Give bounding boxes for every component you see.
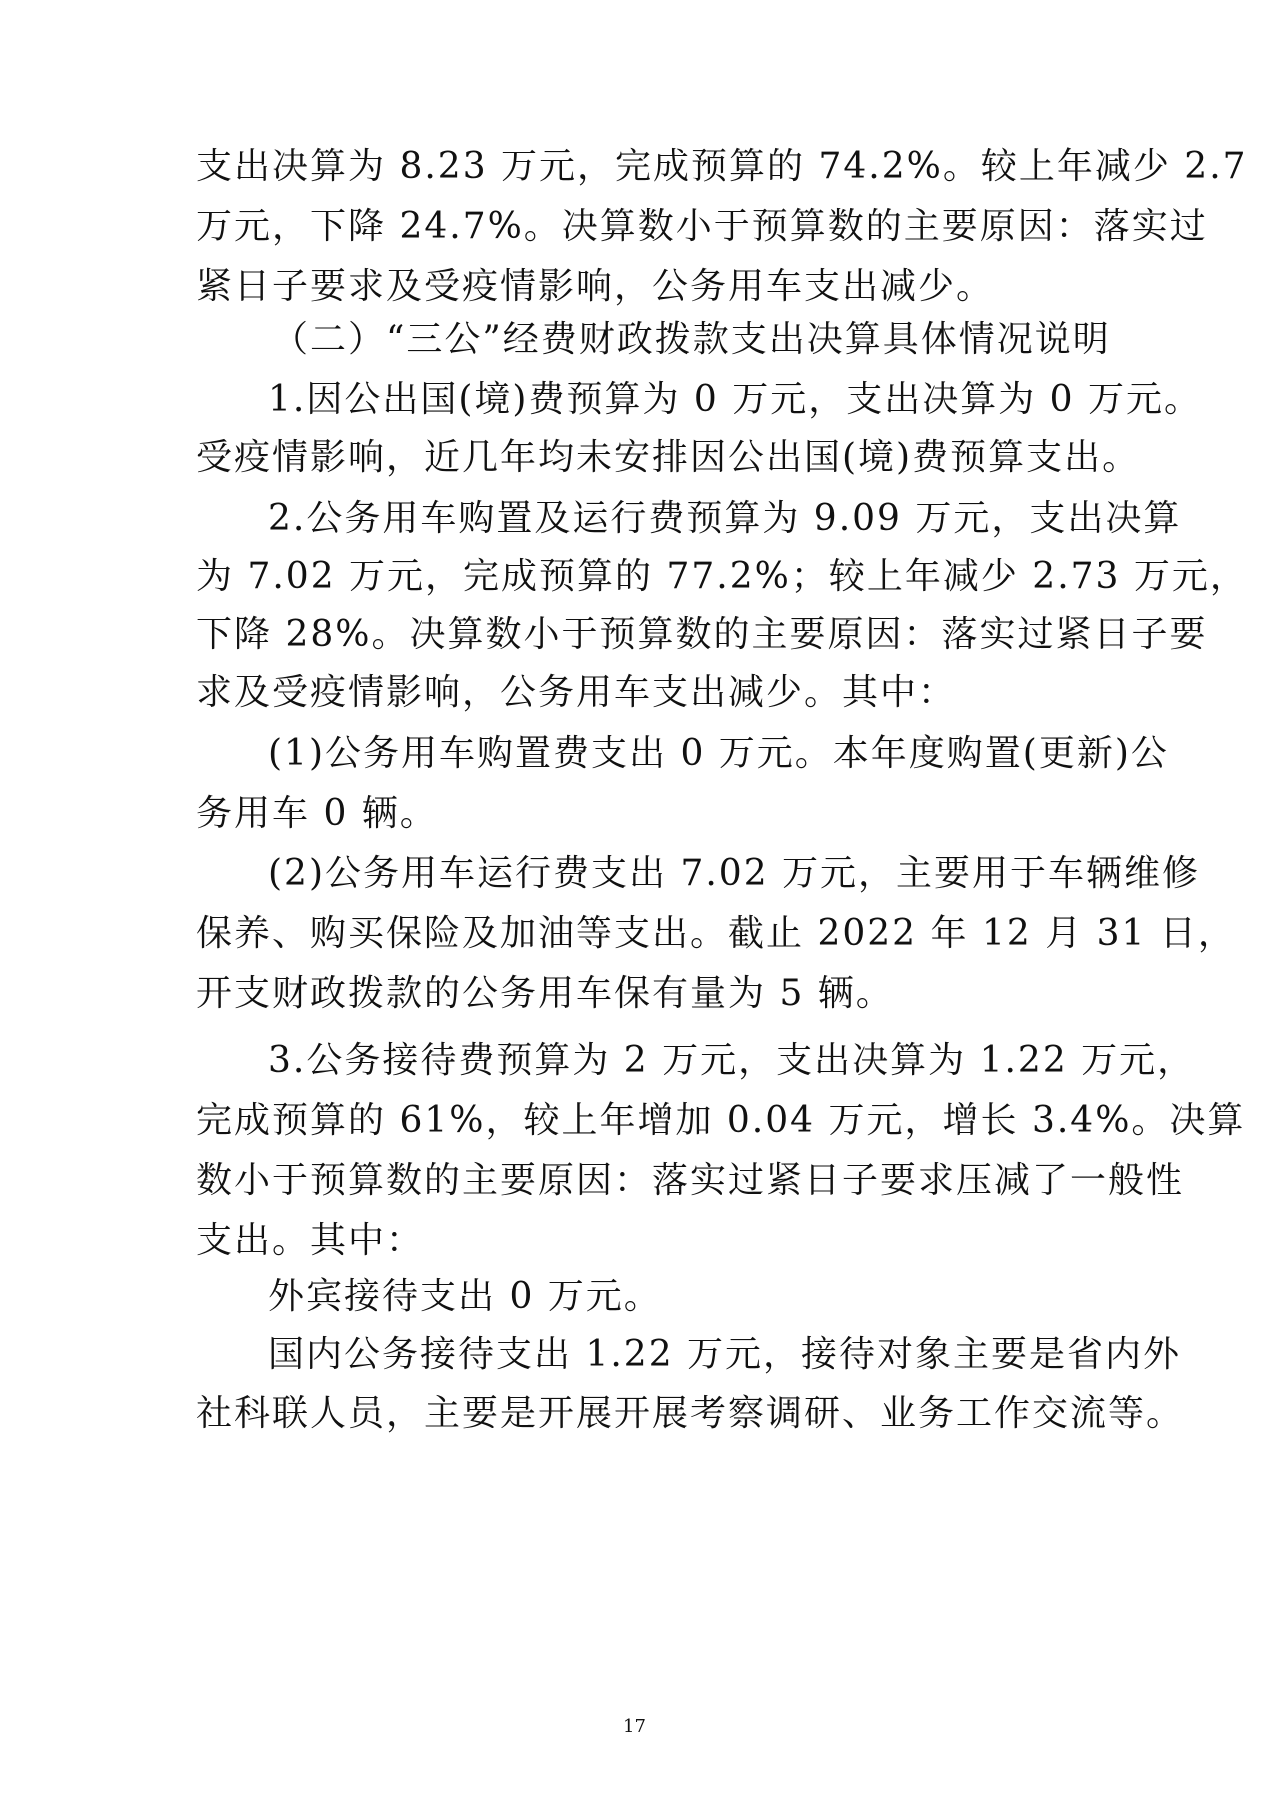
text-line-1: 支出决算为 8.23 万元，完成预算的 74.2%。较上年减少 2.7	[196, 146, 1248, 187]
text-line-16: 3.公务接待费预算为 2 万元，支出决算为 1.22 万元，	[268, 1040, 1196, 1081]
text-line-2: 万元，下降 24.7%。决算数小于预算数的主要原因：落实过	[196, 206, 1208, 247]
text-line-20: 外宾接待支出 0 万元。	[268, 1276, 662, 1317]
text-line-9: 下降 28%。决算数小于预算数的主要原因：落实过紧日子要	[196, 614, 1208, 655]
text-line-15: 开支财政拨款的公务用车保有量为 5 辆。	[196, 973, 894, 1014]
text-line-11: (1)公务用车购置费支出 0 万元。本年度购置(更新)公	[268, 733, 1169, 774]
text-line-21: 国内公务接待支出 1.22 万元，接待对象主要是省内外	[268, 1334, 1182, 1375]
text-line-6: 受疫情影响，近几年均未安排因公出国(境)费预算支出。	[196, 437, 1141, 478]
page-number: 17	[623, 1716, 646, 1737]
text-line-17: 完成预算的 61%，较上年增加 0.04 万元，增长 3.4%。决算	[196, 1100, 1246, 1141]
text-line-10: 求及受疫情影响，公务用车支出减少。其中：	[196, 672, 957, 713]
text-line-13: (2)公务用车运行费支出 7.02 万元，主要用于车辆维修	[268, 853, 1201, 894]
text-line-7: 2.公务用车购置及运行费预算为 9.09 万元，支出决算	[268, 498, 1182, 539]
text-line-22: 社科联人员，主要是开展开展考察调研、业务工作交流等。	[196, 1393, 1185, 1434]
text-line-5: 1.因公出国(境)费预算为 0 万元，支出决算为 0 万元。	[268, 379, 1203, 420]
text-line-14: 保养、购买保险及加油等支出。截止 2022 年 12 月 31 日，	[196, 913, 1236, 954]
text-line-18: 数小于预算数的主要原因：落实过紧日子要求压减了一般性	[196, 1160, 1185, 1201]
text-line-8: 为 7.02 万元，完成预算的 77.2%；较上年减少 2.73 万元，	[196, 556, 1248, 597]
text-line-12: 务用车 0 辆。	[196, 793, 438, 834]
text-line-3: 紧日子要求及受疫情影响，公务用车支出减少。	[196, 266, 995, 307]
text-line-19: 支出。其中：	[196, 1220, 425, 1261]
section-heading: （二）“三公”经费财政拨款支出决算具体情况说明	[272, 319, 1111, 360]
